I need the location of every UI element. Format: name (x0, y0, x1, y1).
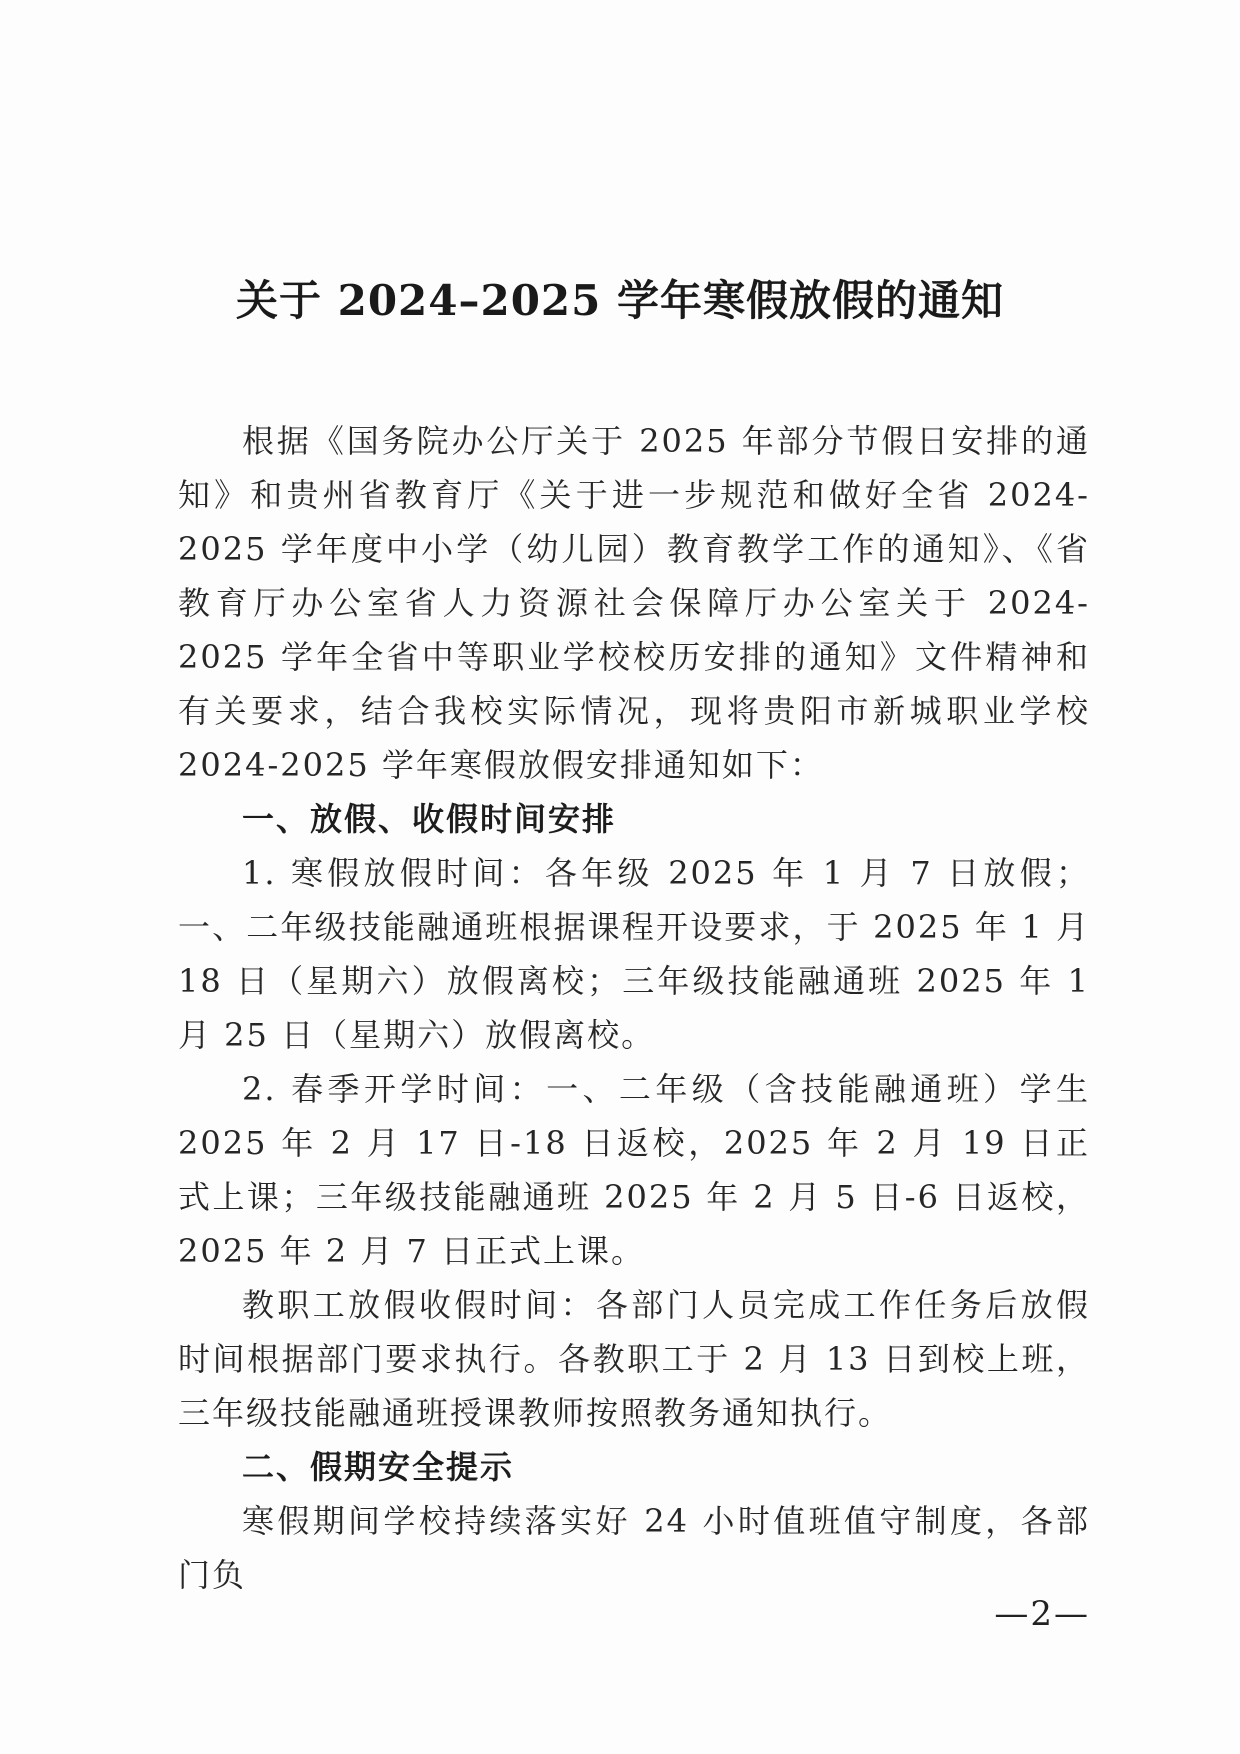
section-heading-safety: 二、假期安全提示 (242, 1448, 515, 1486)
safety-paragraph: 寒假期间学校持续落实好 24 小时值班值守制度，各部门负 (178, 1502, 1090, 1594)
page-number: —2— (994, 1594, 1090, 1634)
intro-paragraph: 根据《国务院办公厅关于 2025 年部分节假日安排的通知》和贵州省教育厅《关于进一步规范和做好全省 2024-2025 学年度中小学（幼儿园）教育教学工作的通知》、《省教育厅办公室省人力资源社会保障厅办公室关于 2024-2025 学年全省中等职业学校校历安排的通知》文件精神和有关要求，结合我校实际情况，现将贵阳市新城职业学校 2024-2025 学年寒假放假安排通知如下： (178, 422, 1090, 784)
winter-break-paragraph: 1. 寒假放假时间：各年级 2025 年 1 月 7 日放假；一、二年级技能融通班根据课程开设要求，于 2025 年 1 月 18 日（星期六）放假离校；三年级技能融通班 2025 年 1 月 25 日（星期六）放假离校。 (178, 854, 1090, 1054)
document-body (178, 414, 1090, 1602)
staff-schedule-paragraph: 教职工放假收假时间：各部门人员完成工作任务后放假时间根据部门要求执行。各教职工于 2 月 13 日到校上班，三年级技能融通班授课教师按照教务通知执行。 (178, 1286, 1090, 1432)
spring-start-paragraph: 2. 春季开学时间：一、二年级（含技能融通班）学生 2025 年 2 月 17 日-18 日返校，2025 年 2 月 19 日正式上课；三年级技能融通班 2025 年 2 月 5 日-6 日返校，2025 年 2 月 7 日正式上课。 (178, 1070, 1090, 1270)
document-title: 关于 2024–2025 学年寒假放假的通知 (235, 276, 1005, 325)
section-heading-schedule: 一、放假、收假时间安排 (242, 800, 617, 838)
